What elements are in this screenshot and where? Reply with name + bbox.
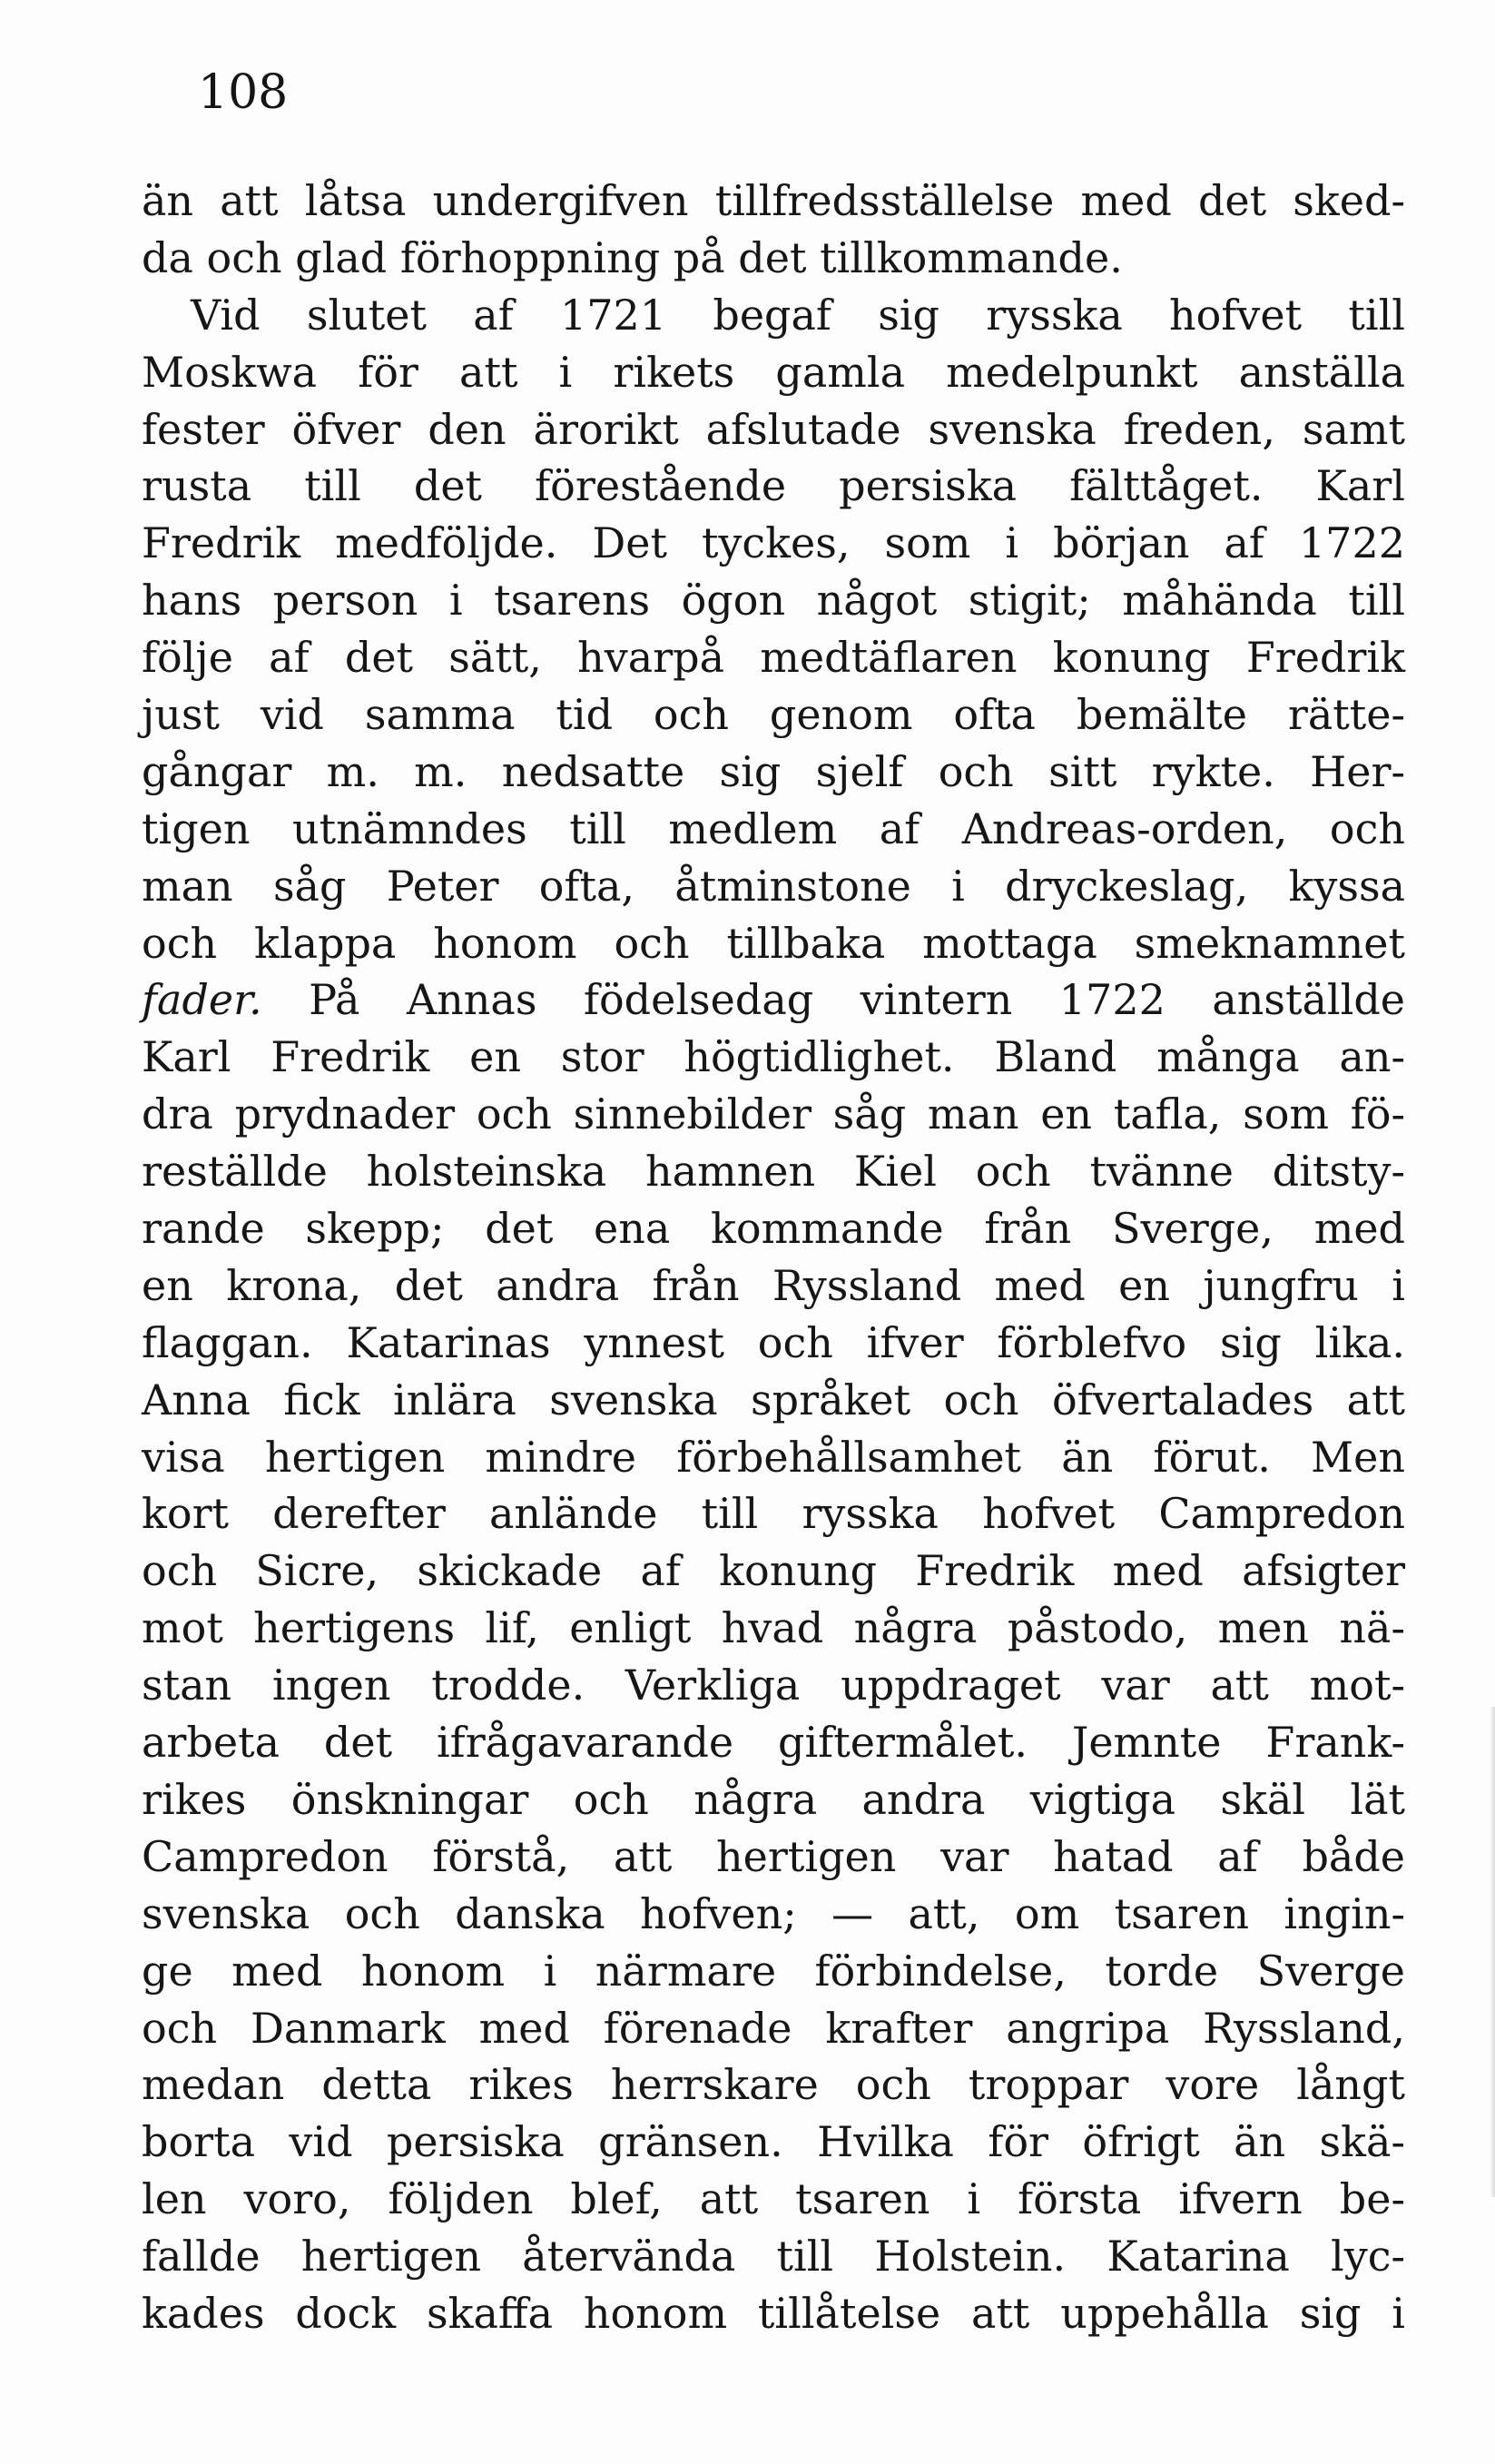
text-line: än att låtsa undergifven tillfredsställelse med det sked- <box>142 176 1405 225</box>
text-line: hans person i tsarens ögon något stigit; måhända till <box>142 576 1405 626</box>
text-line: visa hertigen mindre förbehållsamhet än förut. Men <box>142 1432 1405 1482</box>
text-line: Vid slutet af 1721 begaf sig rysska hofvet till <box>191 290 1405 340</box>
text-line: ge med honom i närmare förbindelse, torde Sverge <box>142 1946 1405 1996</box>
text-line-after: På Annas födelsedag vintern 1722 anställde <box>261 975 1405 1025</box>
text-line: flaggan. Katarinas ynnest och ifver förblefvo sig lika. <box>142 1317 1405 1367</box>
text-line: da och glad förhoppning på det tillkommande. <box>142 232 1123 282</box>
text-line: dra prydnader och sinnebilder såg man en tafla, som fö- <box>142 1089 1405 1139</box>
text-line: fallde hertigen återvända till Holstein. Katarina lyc- <box>142 2232 1405 2282</box>
page-number: 108 <box>198 65 289 120</box>
text-line: följe af det sätt, hvarpå medtäflaren konung Fredrik <box>142 633 1405 683</box>
text-line: mot hertigens lif, enligt hvad några påstodo, men nä- <box>142 1603 1405 1653</box>
text-line: svenska och danska hofven; — att, om tsaren ingin- <box>142 1888 1405 1938</box>
text-line: fester öfver den ärorikt afslutade svenska freden, samt <box>142 404 1405 454</box>
text-line: len voro, följden blef, att tsaren i första ifvern be- <box>142 2174 1405 2224</box>
text-line: rusta till det förestående persiska fälttåget. Karl <box>142 461 1405 511</box>
text-line: Fredrik medföljde. Det tyckes, som i början af 1722 <box>142 518 1405 568</box>
text-line: rande skepp; det ena kommande från Sverge, med <box>142 1204 1405 1254</box>
page-edge-shadow <box>1490 1707 1495 2197</box>
text-line: gångar m. m. nedsatte sig sjelf och sitt rykte. Her- <box>142 746 1405 796</box>
text-line: rikes önskningar och några andra vigtiga skäl lät <box>142 1774 1405 1824</box>
italic-word: fader. <box>142 975 262 1025</box>
text-line: borta vid persiska gränsen. Hvilka för öfrigt än skä- <box>142 2117 1405 2167</box>
text-line-with-italic <box>142 971 1405 1029</box>
text-line: arbeta det ifrågavarande giftermålet. Jemnte Frank- <box>142 1718 1405 1768</box>
text-line: stan ingen trodde. Verkliga uppdraget var att mot- <box>142 1661 1405 1710</box>
text-line: just vid samma tid och genom ofta bemälte rätte- <box>142 690 1405 740</box>
text-line: och Danmark med förenade krafter angripa Ryssland, <box>142 2003 1405 2053</box>
text-line: en krona, det andra från Ryssland med en jungfru i <box>142 1260 1405 1310</box>
text-line: Anna fick inlära svenska språket och öfvertalades att <box>142 1375 1405 1424</box>
text-line: och klappa honom och tillbaka mottaga smeknamnet <box>142 918 1405 968</box>
text-line: kort derefter anlände till rysska hofvet Campredon <box>142 1489 1405 1539</box>
body-text <box>142 172 1405 2342</box>
text-line: Campredon förstå, att hertigen var hatad af både <box>142 1831 1405 1881</box>
text-line: kades dock skaffa honom tillåtelse att uppehålla sig i <box>142 2288 1405 2338</box>
text-line: reställde holsteinska hamnen Kiel och tvänne ditsty- <box>142 1147 1405 1197</box>
text-line: medan detta rikes herrskare och troppar vore långt <box>142 2060 1405 2110</box>
text-line: och Sicre, skickade af konung Fredrik med afsigter <box>142 1546 1405 1596</box>
text-line: Moskwa för att i rikets gamla medelpunkt anställa <box>142 347 1405 397</box>
text-line: man såg Peter ofta, åtminstone i dryckeslag, kyssa <box>142 861 1405 911</box>
text-line: tigen utnämndes till medlem af Andreas-orden, och <box>142 803 1405 853</box>
text-line: Karl Fredrik en stor högtidlighet. Bland många an- <box>142 1032 1405 1082</box>
